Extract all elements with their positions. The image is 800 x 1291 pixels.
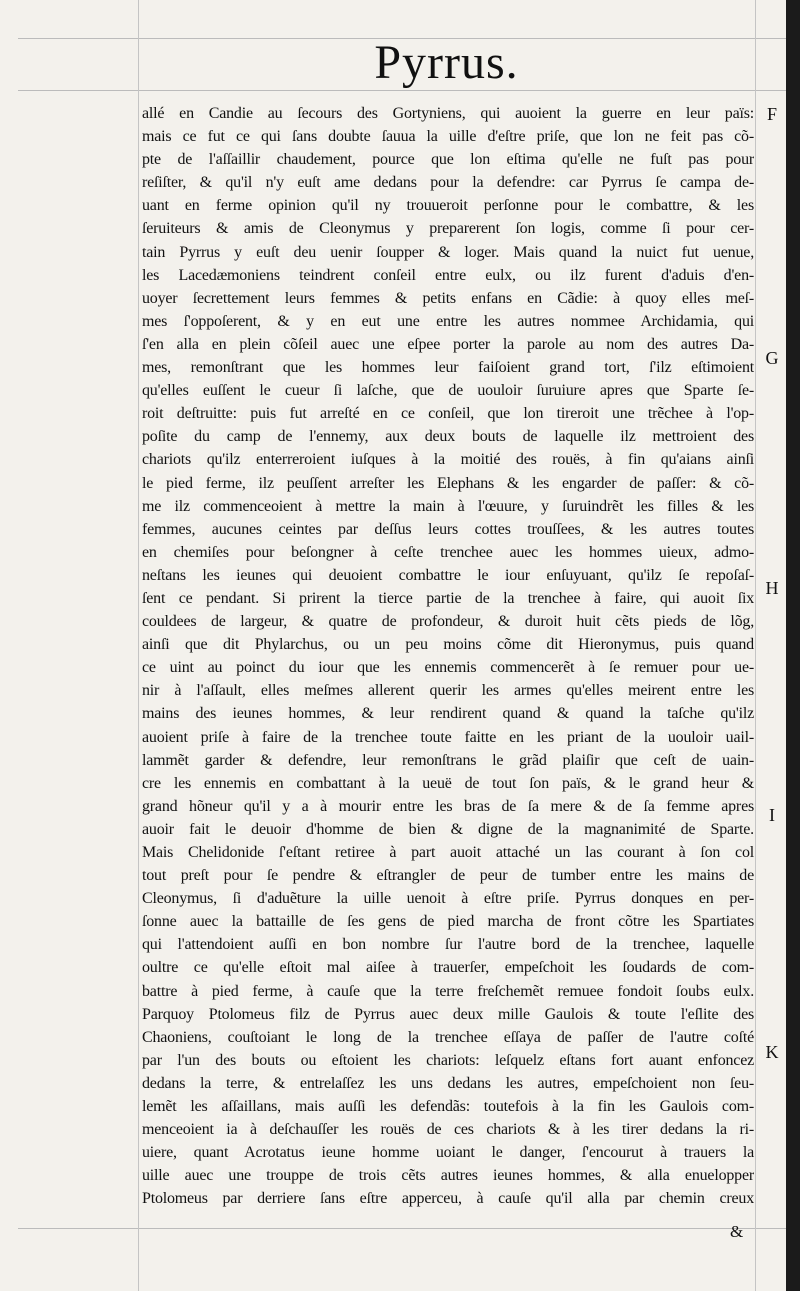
text-line: grand hõneur qu'il y a à mourir entre les bras de ſa mere & de ſa femme apres: [142, 797, 754, 815]
catchword: &: [730, 1222, 744, 1241]
text-line: mains des ieunes hommes, & leur rendirent quand & quand la taſche qu'ilz: [142, 705, 754, 723]
text-line: uiere, quant Acrotatus ieune homme uoiant le danger, ſ'encourut à trauers la: [142, 1144, 754, 1162]
text-line: oultre ce qu'elle eſtoit mal aiſee à trauerſer, empeſchoit les ſoudards de com-: [142, 959, 754, 977]
text-line: Mais Chelidonide ſ'eſtant retiree à part auoit attaché un las courant à ſon col: [142, 844, 754, 861]
text-line: lammẽt garder & defendre, leur remonſtrans le grãd plaiſir que ceſt de uain-: [142, 751, 754, 769]
margin-marker-h: H: [765, 578, 779, 598]
text-line: par l'un des bouts ou eſtoient les chariots: leſquelz eſtans fort auant enfoncez: [142, 1051, 754, 1069]
right-margin-line: [755, 0, 756, 1291]
body-text: [142, 102, 754, 1211]
header-rule: [18, 90, 786, 91]
text-line: couldees de largeur, & quatre de profondeur, & duroit huit cẽts pieds de lõg,: [142, 613, 754, 631]
text-line: dedans la terre, & entrelaſſez les uns dedans les autres, empeſchoient non ſeu-: [142, 1074, 754, 1092]
text-line: uoyer ſecrettement leurs femmes & petits enfans en Cãdie: à quoy elles meſ-: [142, 289, 754, 307]
margin-marker-g: G: [765, 348, 779, 368]
text-line: cre les ennemis en combattant à la ueuë de tout ſon païs, & le grand heur &: [142, 774, 754, 792]
text-line: ſeruiteurs & amis de Cleonymus y preparerent ſon logis, comme ſi pour cer-: [142, 220, 754, 238]
text-line: femmes, aucunes ceintes par deſſus leurs cottes trouſſees, & les autres toutes: [142, 520, 754, 538]
text-line: neſtans les ieunes qui deuoient combattre le iour enſuyuant, qu'ilz ſe repoſaſ-: [142, 566, 754, 584]
text-line: en chemiſes pour beſongner à ceſte trenchee auec les hommes uieux, admo-: [142, 543, 754, 561]
text-line: ſonne auec la battaille de ſes gens de pied marcha de front cõtre les Spartiates: [142, 913, 754, 931]
text-line: Cleonymus, ſi d'aduẽture la uille uenoit à eſtre priſe. Pyrrus donques en per-: [142, 890, 754, 908]
text-line: les Lacedæmoniens teindrent conſeil entre eulx, ou ilz furent d'aduis d'en-: [142, 266, 754, 284]
text-line: pte de l'aſſaillir chaudement, pource que lon eſtima qu'elle ne fuſt pas pour: [142, 151, 754, 169]
running-head: Pyrrus.: [374, 36, 519, 89]
text-line: qui l'attendoient auſſi en bon nombre ſur l'autre bord de la trenchee, laquelle: [142, 936, 754, 954]
text-line: tout preſt pour ſe pendre & eſtrangler de peur de tumber entre les mains de: [142, 867, 754, 885]
text-line: ce uint au poinct du iour que les ennemis commencerẽt à ſe remuer pour ue-: [142, 659, 754, 677]
text-line: mais ce fut ce qui ſans doubte ſauua la uille d'eſtre priſe, que lon ne feit pas cõ-: [142, 128, 754, 146]
text-line: Parquoy Ptolomeus filz de Pyrrus auec deux mille Gaulois & toute l'eſlite des: [142, 1005, 754, 1023]
page-edge-shadow: [786, 0, 800, 1291]
text-line: battre à pied ferme, à cauſe que la terre freſchemẽt remuee fondoit ſoubs eulx.: [142, 982, 754, 1000]
text-line: ſ'en alla en plein cõſeil auec une eſpee porter la parole au nom des autres Da-: [142, 335, 754, 353]
margin-marker-k: K: [765, 1042, 779, 1062]
text-line: le pied ferme, ilz peuſſent arreſter les Elephans & les engarder de paſſer: & cõ-: [142, 474, 754, 492]
text-line: allé en Candie au ſecours des Gortyniens, qui auoient la guerre en leur païs:: [142, 105, 754, 122]
left-margin-line: [138, 0, 139, 1291]
text-line: menceoient ia à deſchauſſer les rouës de ces chariots & à les tirer dedans la ri-: [142, 1121, 754, 1139]
text-line: mes ſ'oppoſerent, & y en eut une entre les autres nommee Archidamia, qui: [142, 312, 754, 330]
text-line: chariots qu'ilz enterreroient iuſques à la moitié des rouës, à fin qu'aians ainſi: [142, 451, 754, 469]
margin-marker-i: I: [769, 805, 775, 825]
text-line: mes, remonſtrant que les hommes leur faiſoient grand tort, ſ'ilz eſtimoient: [142, 359, 754, 377]
text-line: ainſi que dit Phylarchus, ou un peu moins cõme dit Hieronymus, puis quand: [142, 636, 754, 654]
text-line: auoir fait le deuoir d'homme de bien & digne de la magnanimité de Sparte.: [142, 820, 754, 838]
margin-marker-f: F: [766, 104, 777, 124]
text-line: qu'elles euſſent le cueur ſi laſche, que de uouloir ſuruiure apres que Sparte ſe-: [142, 382, 754, 400]
text-line: auoient priſe à faire de la trenchee toute faitte en les priant de la uouloir uail-: [142, 728, 754, 746]
text-line: me ilz commenceoient à mettre la main à l'œuure, y ſuruindrẽt les filles & les: [142, 497, 754, 515]
text-line: roit deſtruitte: puis fut arreſté en ce conſeil, que lon tireroit une trẽchee à l'op-: [142, 405, 754, 423]
text-line: poſite du camp de l'ennemy, aux deux bouts de laquelle ilz mettroient des: [142, 428, 754, 446]
text-line: ſent ce pendant. Si prirent la tierce partie de la trenchee à faire, qui auoit ſix: [142, 589, 754, 607]
text-line: uant en ferme opinion qu'il ny trouueroit perſonne pour le combattre, & les: [142, 197, 754, 215]
text-line: reſiſter, & qu'il n'y euſt ame dedans pour la defendre: car Pyrrus ſe campa de-: [142, 174, 754, 192]
text-line: uille auec une trouppe de trois cẽts autres ieunes hommes, & alla enuelopper: [142, 1167, 754, 1185]
text-line: Chaoniens, couſtoiant le long de la trenchee eſſaya de paſſer de l'autre coſté: [142, 1028, 754, 1046]
bottom-rule: [18, 1228, 786, 1229]
text-line: Ptolomeus par derriere ſans eſtre apperceu, à cauſe qu'il alla par chemin creux: [142, 1190, 754, 1208]
text-line: nir à l'aſſault, elles meſmes allerent querir les armes qu'elles meirent entre les: [142, 682, 754, 700]
text-line: tain Pyrrus y euſt deu uenir ſoupper & loger. Mais quand la nuict fut uenue,: [142, 243, 754, 261]
text-line: lemẽt les aſſaillans, mais auſſi les defendãs: toutefois à la fin les Gaulois com-: [142, 1098, 754, 1116]
